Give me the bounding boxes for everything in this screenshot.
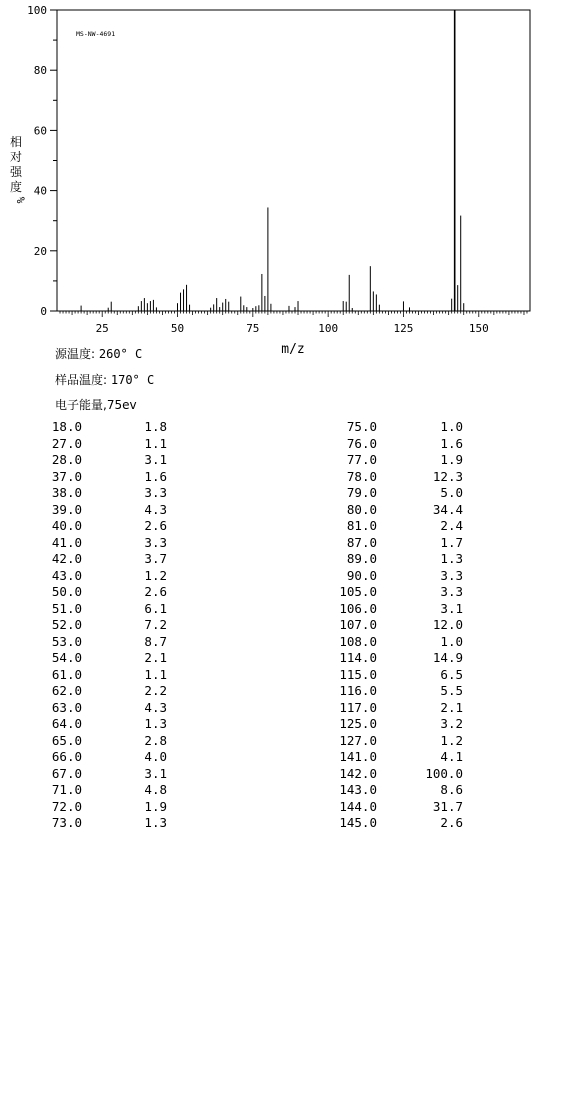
intensity-value: 1.6 <box>144 468 167 484</box>
mz-value: 143.0 <box>339 782 377 797</box>
mz-value: 53.0 <box>51 633 82 649</box>
y-tick-label: 20 <box>33 244 47 258</box>
intensity-value: 3.3 <box>144 485 167 500</box>
source-temperature <box>55 347 142 361</box>
intensity-value: 8.7 <box>144 633 167 649</box>
mz-value: 51.0 <box>51 600 82 616</box>
intensity-value: 8.6 <box>440 782 463 797</box>
mz-value: 76.0 <box>346 435 377 451</box>
intensity-value: 2.1 <box>144 650 167 665</box>
intensity-value: 3.3 <box>144 534 167 550</box>
y-axis-label-char: 对 <box>9 150 23 164</box>
intensity-value: 1.6 <box>440 435 463 451</box>
intensity-value: 7.2 <box>144 617 167 632</box>
mz-value: 52.0 <box>51 617 82 632</box>
intensity-value: 2.8 <box>144 732 167 748</box>
x-tick-label: 75 <box>246 322 260 335</box>
mz-value: 144.0 <box>339 798 377 814</box>
mz-value: 18.0 <box>51 419 82 434</box>
mz-value: 66.0 <box>51 749 82 764</box>
intensity-value: 1.9 <box>144 798 167 814</box>
intensity-value: 1.0 <box>440 633 463 649</box>
sample-temperature-label: 样品温度: <box>55 373 108 387</box>
intensity-value: 31.7 <box>432 798 463 814</box>
intensity-value: 1.0 <box>440 419 463 434</box>
intensity-value: 3.1 <box>440 600 463 616</box>
sample-temperature-value: 170° C <box>110 373 155 387</box>
intensity-value: 2.1 <box>440 699 463 715</box>
mz-value: 27.0 <box>51 435 82 451</box>
y-axis-label-text <box>10 134 23 194</box>
mz-value: 72.0 <box>51 798 82 814</box>
mz-value: 81.0 <box>346 518 377 533</box>
mz-value: 73.0 <box>51 815 82 830</box>
mz-value: 43.0 <box>51 567 82 583</box>
peak-bars <box>81 10 464 311</box>
mz-value: 62.0 <box>51 683 82 698</box>
mz-value: 108.0 <box>339 633 377 649</box>
mz-value: 115.0 <box>339 666 377 682</box>
intensity-value: 3.3 <box>440 567 463 583</box>
mz-value: 142.0 <box>339 765 377 781</box>
y-tick-label: 40 <box>33 184 47 198</box>
intensity-value: 4.0 <box>144 749 167 764</box>
intensity-value: 3.2 <box>440 716 463 731</box>
mz-value: 116.0 <box>339 683 377 698</box>
mz-value: 39.0 <box>51 501 82 517</box>
intensity-value: 1.2 <box>144 567 167 583</box>
intensity-value: 1.1 <box>144 435 167 451</box>
mz-value: 145.0 <box>339 815 377 830</box>
mz-value: 78.0 <box>346 468 377 484</box>
mass-spectrum-chart <box>0 0 570 365</box>
x-tick-label: 50 <box>170 322 185 335</box>
electron-energy-text: 电子能量,75ev <box>55 398 137 412</box>
y-axis <box>27 4 57 318</box>
mz-value: 61.0 <box>51 666 82 682</box>
mz-value: 38.0 <box>51 485 82 500</box>
intensity-value: 4.8 <box>144 782 167 797</box>
mz-value: 141.0 <box>339 749 377 764</box>
intensity-value: 5.5 <box>440 683 463 698</box>
intensity-value: 4.1 <box>440 749 463 764</box>
intensity-value: 1.7 <box>440 534 463 550</box>
mz-value: 90.0 <box>346 567 377 583</box>
mz-value: 63.0 <box>51 699 82 715</box>
intensity-value: 2.6 <box>144 584 167 599</box>
y-axis-label-char: 相 <box>9 135 23 149</box>
intensity-value: 34.4 <box>432 501 463 517</box>
intensity-value: 12.3 <box>432 468 463 484</box>
intensity-value: 3.7 <box>144 551 167 566</box>
mz-value: 50.0 <box>51 584 82 599</box>
mz-value: 106.0 <box>339 600 377 616</box>
mz-value: 107.0 <box>339 617 377 632</box>
mz-value: 71.0 <box>51 782 82 797</box>
source-temperature-label: 源温度: <box>55 347 96 361</box>
y-tick-label: 60 <box>33 124 47 138</box>
mz-value: 77.0 <box>346 452 377 467</box>
y-axis-label-char: 度 <box>9 180 23 194</box>
y-tick-label: 100 <box>27 4 47 17</box>
mz-value: 64.0 <box>51 716 82 731</box>
intensity-value: 2.6 <box>440 815 463 830</box>
intensity-value: 1.3 <box>440 551 463 566</box>
x-axis-label: m/z <box>281 342 305 357</box>
x-tick-label: 100 <box>318 322 339 335</box>
sample-temperature <box>55 373 154 387</box>
mz-value: 125.0 <box>339 716 377 731</box>
intensity-value: 1.8 <box>144 419 167 434</box>
mz-value: 42.0 <box>51 551 82 566</box>
intensity-value: 2.4 <box>440 518 463 533</box>
intensity-value: 6.1 <box>144 600 167 616</box>
mz-value: 117.0 <box>339 699 377 715</box>
mz-value: 65.0 <box>51 732 82 748</box>
intensity-value: 3.3 <box>440 584 463 599</box>
mz-value: 37.0 <box>51 468 82 484</box>
mz-value: 28.0 <box>51 452 82 467</box>
mz-value: 75.0 <box>346 419 377 434</box>
x-axis <box>60 311 527 335</box>
intensity-value: 3.1 <box>144 452 167 467</box>
intensity-value: 6.5 <box>440 666 463 682</box>
intensity-value: 4.3 <box>144 501 167 517</box>
intensity-value: 12.0 <box>432 617 463 632</box>
mz-value: 127.0 <box>339 732 377 748</box>
intensity-value: 2.2 <box>144 683 167 698</box>
electron-energy <box>55 398 137 412</box>
intensity-value: 4.3 <box>144 699 167 715</box>
x-tick-label: 25 <box>95 322 109 335</box>
intensity-value: 100.0 <box>425 765 463 781</box>
x-tick-label: 125 <box>393 322 414 335</box>
intensity-value: 14.9 <box>432 650 463 665</box>
mz-value: 54.0 <box>51 650 82 665</box>
mz-value: 80.0 <box>346 501 377 517</box>
mz-value: 89.0 <box>346 551 377 566</box>
sample-id-label: MS-NW-4691 <box>76 30 116 38</box>
mz-value: 79.0 <box>346 485 377 500</box>
source-temperature-value: 260° C <box>98 347 143 361</box>
mz-value: 40.0 <box>51 518 82 533</box>
plot-frame <box>57 10 530 311</box>
mz-value: 41.0 <box>51 534 82 550</box>
mz-value: 105.0 <box>339 584 377 599</box>
intensity-value: 5.0 <box>440 485 463 500</box>
mz-value: 87.0 <box>346 534 377 550</box>
intensity-value: 1.1 <box>144 666 167 682</box>
intensity-value: 1.9 <box>440 452 463 467</box>
intensity-value: 3.1 <box>144 765 167 781</box>
x-tick-label: 150 <box>468 322 489 335</box>
plot-border <box>57 10 530 311</box>
intensity-value: 1.3 <box>144 815 167 830</box>
y-axis-label <box>10 134 27 204</box>
intensity-value: 1.3 <box>144 716 167 731</box>
intensity-value: 1.2 <box>440 732 463 748</box>
mz-value: 67.0 <box>51 765 82 781</box>
y-tick-label: 80 <box>33 64 47 78</box>
intensity-value: 2.6 <box>144 518 167 533</box>
y-axis-label-char: 强 <box>9 165 23 179</box>
mz-value: 114.0 <box>339 650 377 665</box>
y-tick-label: 0 <box>40 305 47 318</box>
y-axis-unit: % <box>14 196 27 204</box>
